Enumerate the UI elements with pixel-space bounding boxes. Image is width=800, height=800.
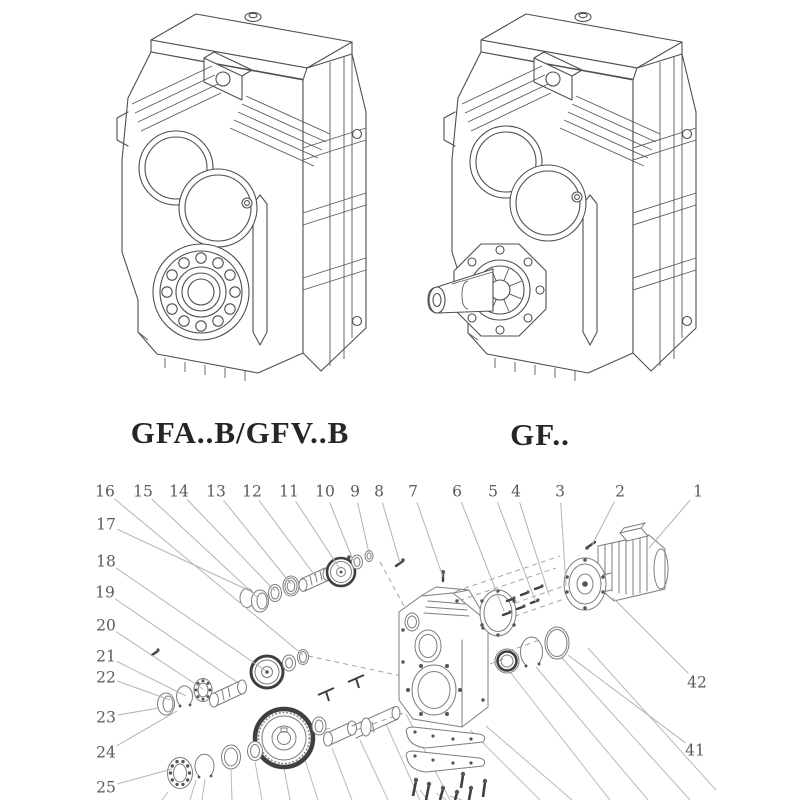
leader-line-25 [118, 769, 172, 784]
output-bearing-face [153, 244, 249, 340]
callout-22: 22 [96, 668, 116, 687]
oil-plug-icon [575, 13, 591, 22]
callout-14: 14 [169, 482, 189, 501]
exploded-view-diagram [95, 482, 716, 800]
leader-line-15 [152, 499, 258, 598]
callout-8: 8 [374, 482, 384, 501]
gear-housing [399, 587, 488, 727]
callout-3: 3 [555, 482, 565, 501]
motor [564, 523, 668, 610]
callout-19: 19 [95, 583, 115, 602]
leader-line-5 [497, 502, 536, 602]
output-gear-assembly [255, 675, 400, 767]
callout-15: 15 [133, 482, 153, 501]
callout-41: 41 [685, 741, 705, 760]
callout-13: 13 [206, 482, 226, 501]
callout-21: 21 [96, 647, 116, 666]
lug-hole [546, 72, 560, 86]
leader-line-6 [461, 502, 504, 611]
left-figure-label: GFA..B/GFV..B [130, 415, 350, 450]
leader-line-4 [520, 502, 549, 595]
leader-line-1 [649, 500, 690, 548]
leader-line-20 [116, 632, 203, 689]
leader-line-23 [118, 708, 159, 715]
callout-24: 24 [96, 743, 116, 762]
leader-line-3 [561, 503, 566, 586]
callout-1: 1 [693, 482, 703, 501]
callout-18: 18 [96, 552, 116, 571]
leader-line-42 [613, 598, 689, 674]
leader-line-12 [259, 501, 316, 577]
right-gearbox-drawing [428, 13, 696, 382]
leader-line-14 [187, 500, 275, 591]
callout-17: 17 [96, 515, 116, 534]
leader-line-8 [382, 503, 400, 563]
oil-plug-icon [245, 13, 261, 22]
housing-gaskets [406, 727, 485, 772]
intermediate-shaft-assembly [158, 650, 309, 716]
callout-9: 9 [350, 482, 360, 501]
leader-line-10 [330, 502, 353, 560]
output-gear [255, 709, 313, 767]
snap-ring [521, 637, 543, 665]
right-figure-label: GF.. [510, 417, 570, 452]
leader-line-9 [358, 503, 369, 553]
callout-42: 42 [687, 673, 707, 692]
callout-7: 7 [408, 482, 418, 501]
lug-hole [216, 72, 230, 86]
leader-line-2 [592, 502, 614, 545]
callout-6: 6 [452, 482, 462, 501]
callout-23: 23 [96, 708, 116, 727]
callout-5: 5 [488, 482, 498, 501]
callout-25: 25 [96, 778, 116, 797]
callout-4: 4 [511, 482, 521, 501]
callout-12: 12 [242, 482, 262, 501]
callout-2: 2 [615, 482, 625, 501]
snap-ring [195, 754, 214, 776]
output-bearing-set [168, 742, 263, 789]
leader-line-7 [417, 502, 443, 577]
leader-line-13 [224, 500, 291, 584]
callout-16: 16 [95, 482, 115, 501]
leader-line-21 [117, 661, 186, 696]
output-shaft-flange [428, 244, 546, 336]
callout-20: 20 [96, 616, 116, 635]
leader-line-24 [116, 711, 177, 746]
callout-10: 10 [315, 482, 335, 501]
motor-flange [564, 558, 606, 610]
leader-line-18 [116, 568, 266, 671]
callout-11: 11 [279, 482, 299, 501]
left-gearbox-drawing [117, 13, 366, 382]
